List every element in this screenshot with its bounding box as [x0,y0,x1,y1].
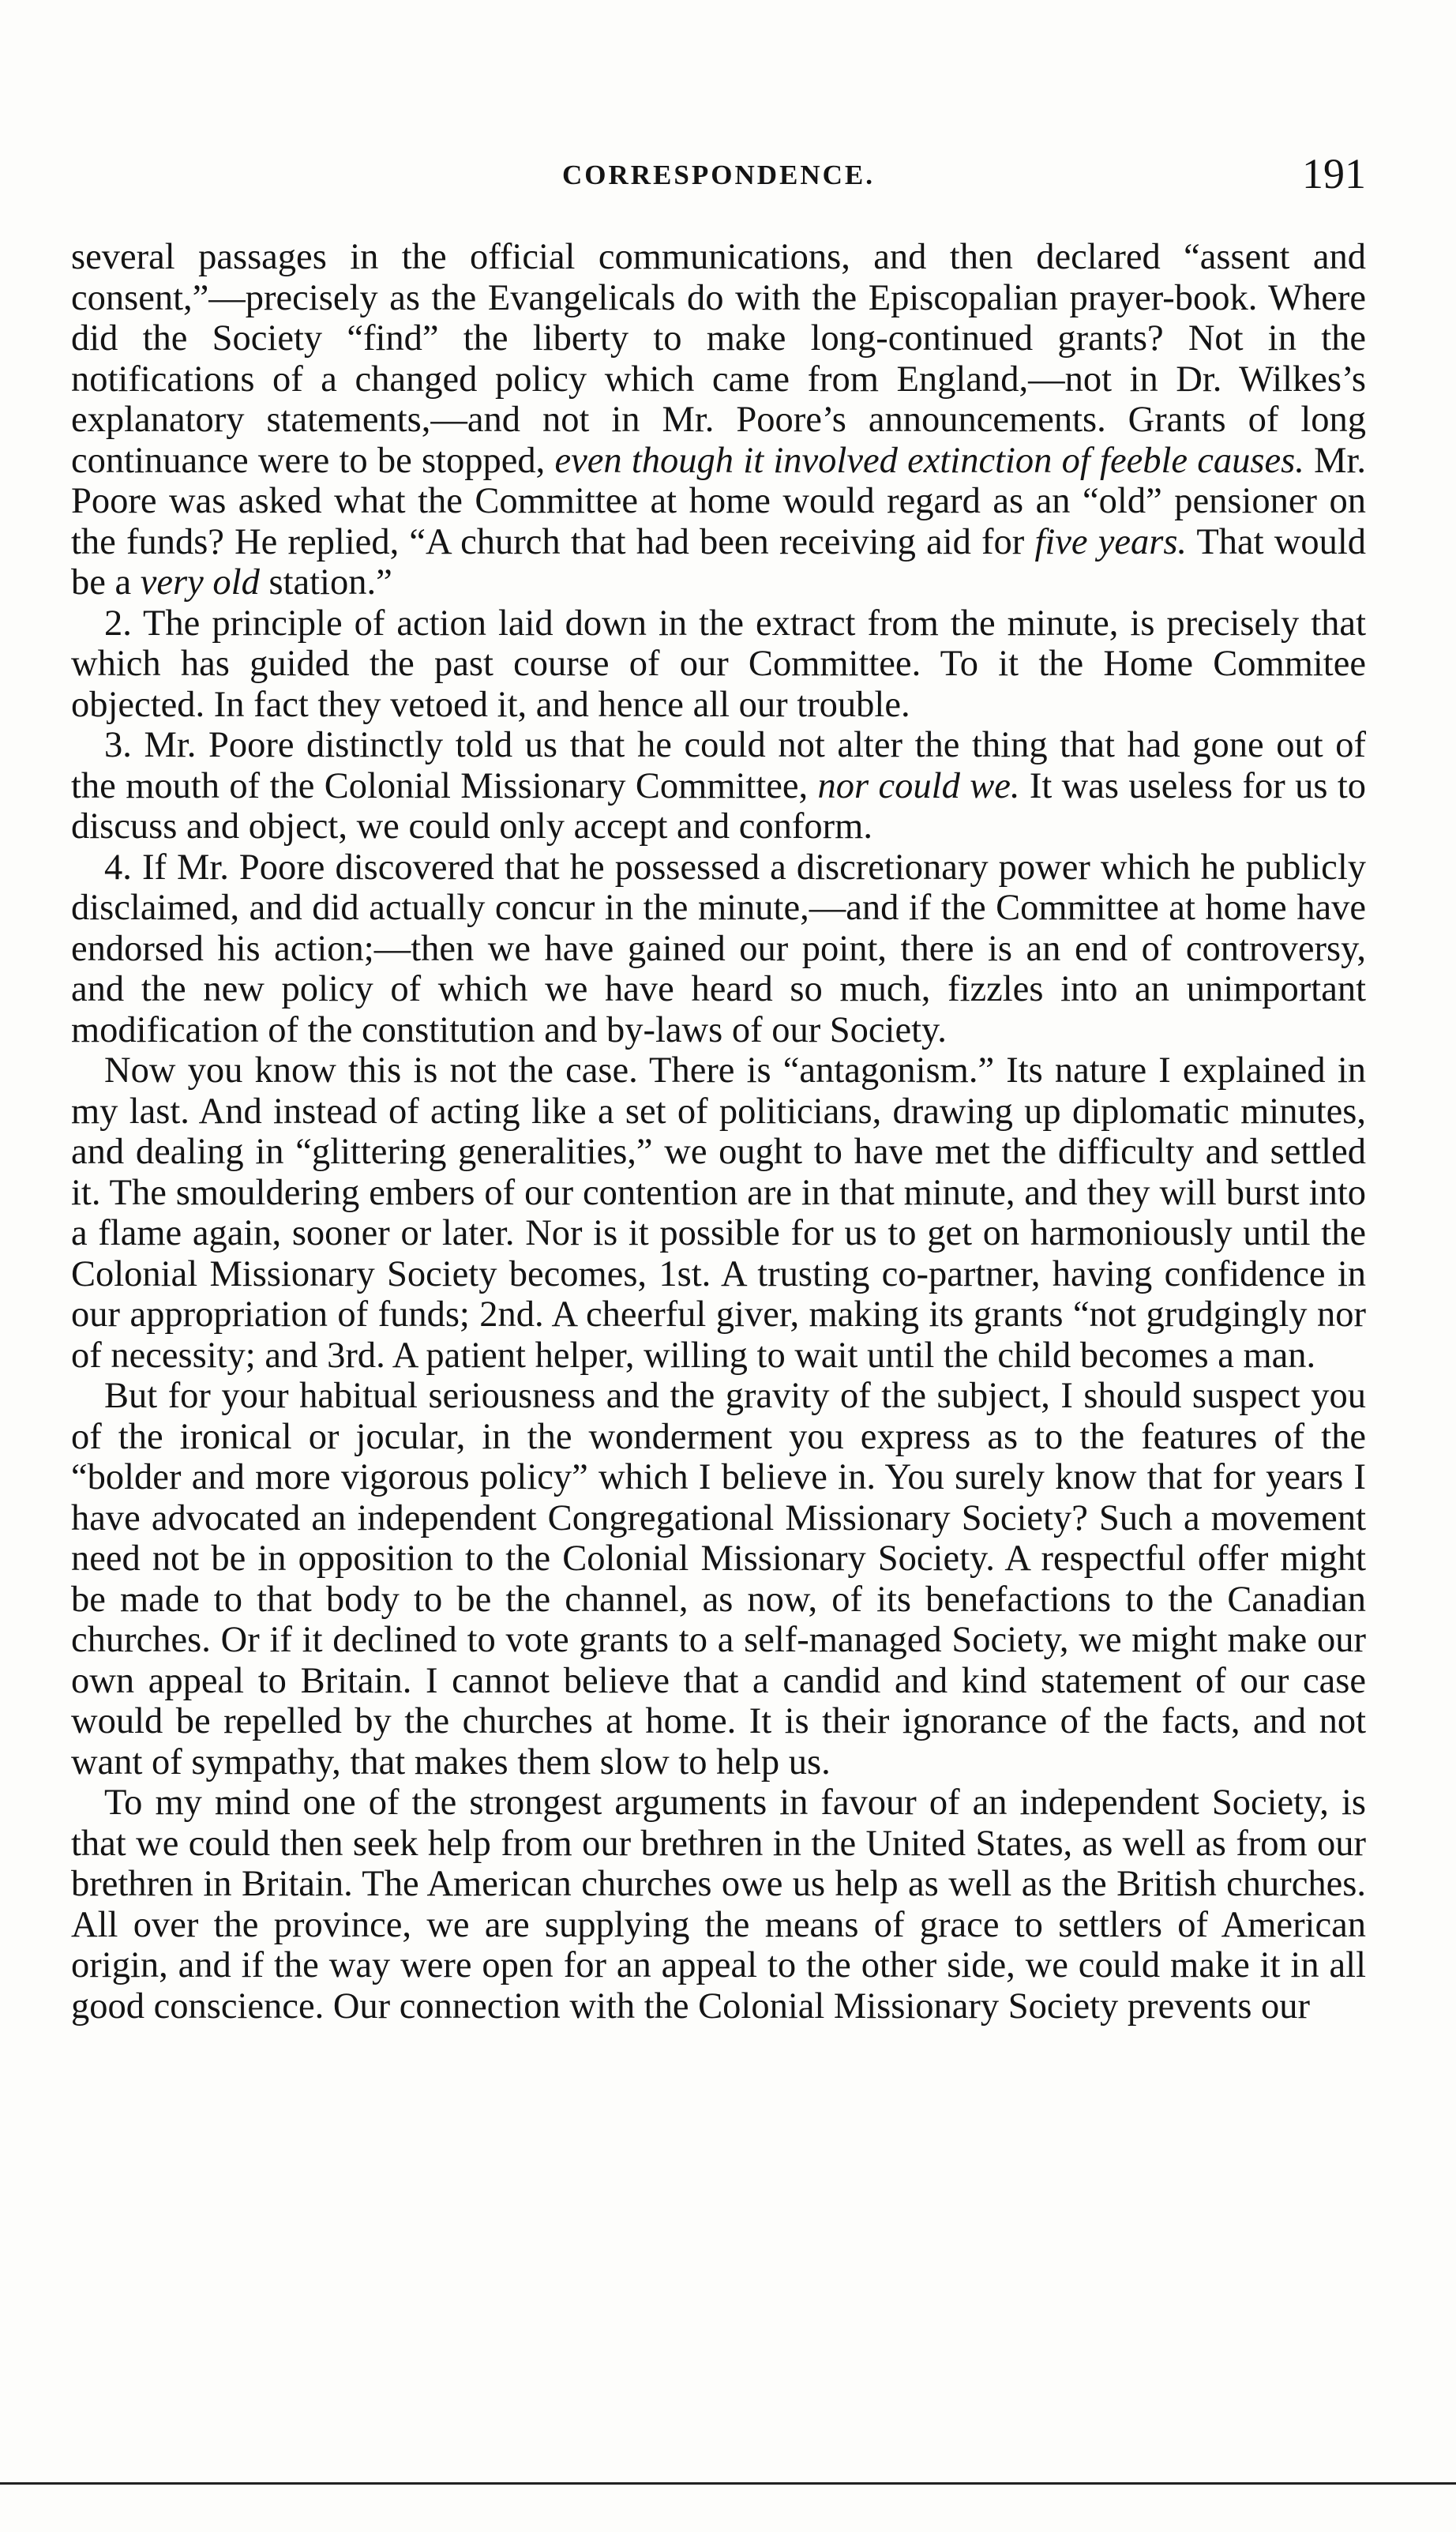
paragraph-3-text-a: 3. Mr. Poore distinctly told us that he could not alter the thing that had gone out of the mouth of the Colonial Missionary Committee, [71,725,1366,806]
paragraph-3-text-c: It was useless for us to discuss and object, we could only accept and conform. [71,765,1366,847]
paragraph-6: But for your habitual seriousness and the gravity of the subject, I should suspect you of the ironical or jocular, in the wonderment you express as to the features of the “bolder and more vigorous policy” which I believe in. You surely know that for years I have advocated an independent Congregational Missionary Society? Such a movement need not be in opposition to the Colonial Missionary Society. A respectful offer might be made to that body to be the channel, as now, of its benefactions to the Canadian churches. Or if it declined to vote grants to a self-managed Society, we might make our own appeal to Britain. I cannot believe that a candid and kind statement of our case would be repelled by the churches at home. It is their ignorance of the facts, and not want of sympathy, that makes them slow to help us. [71,1376,1366,1783]
paragraph-1-text-g: station.” [259,562,392,603]
paragraph-2: 2. The principle of action laid down in the extract from the minute, is precisely that which has guided the past course of our Committee. To it the Home Commitee objected. In fact they vetoed it, and hence all our trouble. [71,603,1366,725]
page-header [71,150,1366,213]
paragraph-1 [71,237,1366,603]
paragraph-3-italic: nor could we. [817,765,1020,806]
page-number: 191 [1302,150,1366,197]
paragraph-3 [71,725,1366,847]
document-page [71,150,1366,2027]
paragraph-5: Now you know this is not the case. There is “antagonism.” Its nature I explained in my last. And instead of acting like a set of politicians, drawing up diplomatic minutes, and dealing in “glittering generalities,” we ought to have met the difficulty and settled it. The smouldering embers of our contention are in that minute, and they will burst into a flame again, sooner or later. Nor is it possible for us to get on harmoniously until the Colonial Missionary Society becomes, 1st. A trusting co-partner, having confidence in our appropriation of funds; 2nd. A cheerful giver, making its grants “not grudgingly nor of necessity; and 3rd. A patient helper, willing to wait until the child becomes a man. [71,1050,1366,1376]
paragraph-1-text-c: Mr. Poore was asked what the Committee at home would regard as an “old” pensioner on the funds? He replied, “A church that had been receiving aid for [71,440,1367,562]
body-text [71,237,1366,2027]
paragraph-4: 4. If Mr. Poore discovered that he possessed a discretionary power which he publicly disclaimed, and did actually concur in the minute,—and if the Committee at home have endorsed his action;—then we have gained our point, there is an end of controversy, and the new policy of which we have heard so much, fizzles into an unimportant modification of the constitution and by-laws of our Society. [71,847,1366,1050]
paragraph-1-italic-c: very old [140,562,260,603]
paragraph-7: To my mind one of the strongest arguments in favour of an independent Society, is that we could then seek help from our brethren in the United States, as well as from our brethren in Britain. The American churches owe us help as well as the British churches. All over the province, we are supplying the means of grace to settlers of American origin, and if the way were open for an appeal to the other side, we could make it in all good conscience. Our connection with the Colonial Missionary Society prevents our [71,1783,1366,2027]
paragraph-1-italic-b: five years. [1034,521,1188,562]
scan-edge-line [0,2482,1456,2485]
running-head: CORRESPONDENCE. [561,160,875,190]
paragraph-1-text-e: That would be a [71,521,1366,603]
paragraph-1-italic-a: even though it involved extinction of feeble causes. [554,440,1304,481]
paragraph-1-text-a: several passages in the official communications, and then declared “assent and consent,”—precisely as the Evangelicals do with the Episcopalian prayer-book. Where did the Society “find” the liberty to make long-continued grants? Not in the notifications of a changed policy which came from England,—not in Dr. Wilkes’s explanatory statements,—and not in Mr. Poore’s announcements. Grants of long continuance were to be stopped, [71,237,1366,481]
